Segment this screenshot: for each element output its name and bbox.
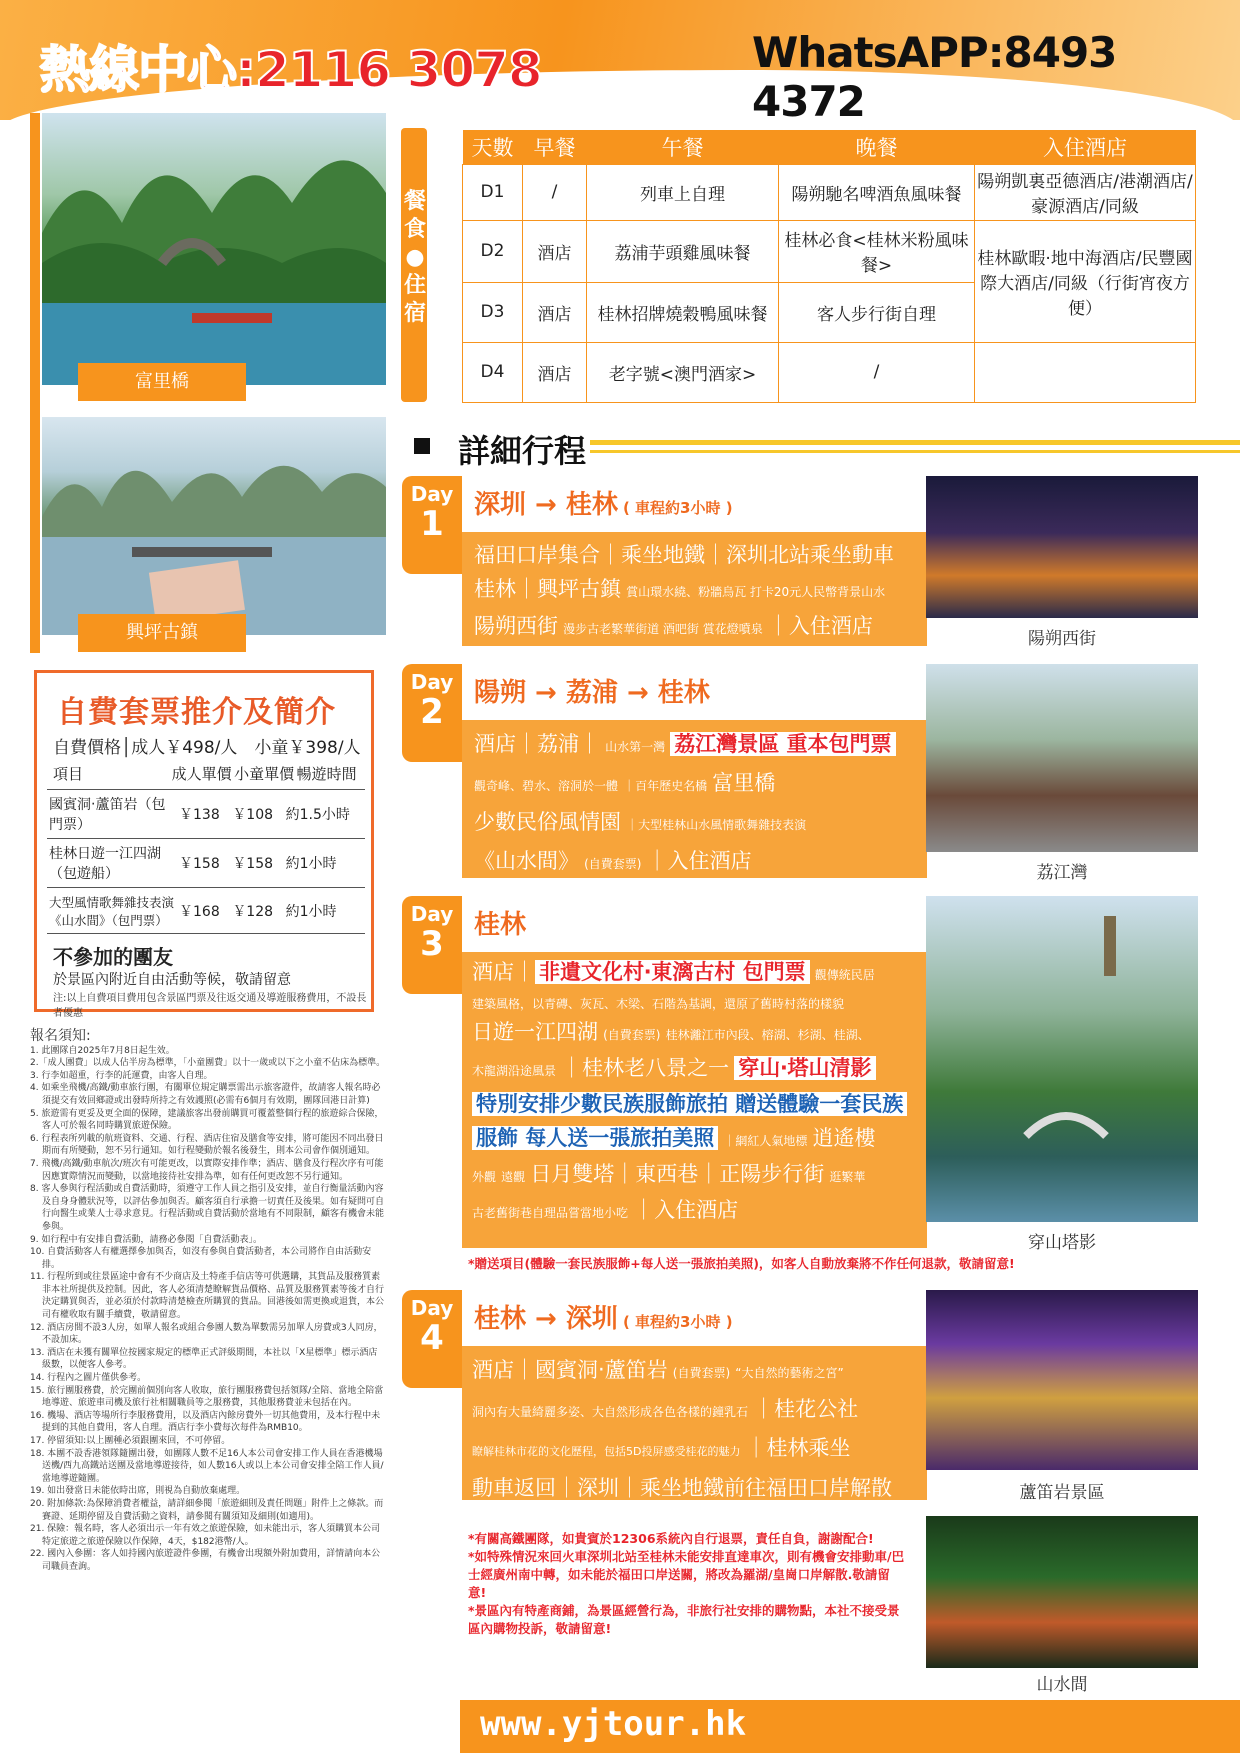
warning-item: *有關高鐵團隊，如貴賓於12306系統內自行退票，責任自負，謝謝配合!	[468, 1531, 874, 1546]
day2-photo-caption: 荔江灣	[1036, 863, 1088, 883]
meal-day: D1	[463, 164, 523, 220]
list-item: 19. 如出發當日未能依時出席，則視為自動放棄處理。	[30, 1486, 246, 1497]
meal-breakfast: /	[523, 164, 587, 220]
table-row	[463, 342, 1196, 402]
meal-hotel	[975, 342, 1196, 402]
selfpay-item: 國賓洞‧蘆笛岩（包門票）	[47, 790, 177, 839]
meal-hotel: 桂林歐暇‧地中海酒店/民豐國際大酒店/同級（行街宵夜方便）	[975, 220, 1196, 342]
list-item: 10. 自費活動客人有權選擇參加與否，如沒有參與自費活動者，本公司將作自由活動安排。	[30, 1247, 372, 1270]
selfpay-note: 於景區內附近自由活動等候，敬請留意	[53, 972, 291, 988]
list-item: 17. 停留須知:以上團種必須跟團來回，不可停留。	[30, 1436, 231, 1446]
day3-line: 逍遙樓	[812, 1126, 876, 1150]
meal-hotel: 陽朔凱裏亞德酒店/港潮酒店/豪源酒店/同級	[975, 164, 1196, 220]
table-row	[463, 164, 1196, 220]
day4-line: 洞內有大量綺麗多姿、大自然形成各色各樣的鐘乳石	[472, 1405, 749, 1419]
selfpay-time: 約1小時	[284, 839, 365, 888]
detail-rule	[590, 440, 1240, 445]
day1-title: 深圳 → 桂林	[474, 490, 618, 520]
day3-title: 桂林	[474, 910, 527, 940]
table-row	[47, 888, 365, 934]
whatsapp-text: WhatsAPP:8493 4372	[752, 28, 1117, 126]
day2-line: 《山水間》	[474, 849, 579, 873]
day3-photo-caption: 穿山塔影	[1028, 1233, 1096, 1253]
warning-item: *景區內有特產商鋪，為景區經營行為，非旅行社安排的購物點，本社不接受景區內購物投訴，敬請留意!	[468, 1603, 900, 1636]
day4-line: 酒店｜國賓洞‧蘆笛岩	[472, 1358, 668, 1382]
day1-photo-caption: 陽朔西街	[1028, 629, 1096, 649]
day2-line: ｜入住酒店	[646, 849, 752, 873]
meal-head-day: 天數	[463, 130, 523, 164]
day-label: Day	[410, 902, 454, 926]
day3-line: 桂林灕江市內段、榕湖、杉湖、桂湖、	[665, 1028, 870, 1042]
selfpay-table	[47, 789, 365, 934]
list-item: 4. 如乘坐飛機/高鐵/動車旅行團，有關單位規定購票需出示旅客證件，故請客人報名時必須提交有效回鄉證或出發時所持之有效護照(必需有6個月有效期，團隊回港日計算)	[30, 1083, 381, 1106]
detail-bullet	[414, 438, 430, 454]
meal-dinner: /	[779, 342, 975, 402]
day2-line: 富里橋	[712, 771, 776, 795]
day-badge	[402, 476, 462, 574]
list-item: 2.「成人團費」以成人佔半房為標準，「小童團費」以十一歲或以下之小童不佔床為標準。	[30, 1058, 386, 1069]
xingping-caption: 興坪古鎮	[78, 614, 246, 652]
list-item: 16. 機場、酒店等場所行李服務費用，以及酒店內餘房費外一切其他費用，及本行程中未提到的其他自費用，客人自理。酒店行李小費每次每件為RMB10。	[30, 1410, 381, 1434]
day3-line: ｜入住酒店	[633, 1198, 739, 1222]
chuanshan-pagoda-photo	[926, 896, 1198, 1222]
list-item: 7. 飛機/高鐵/動車航次/班次有可能更改，以實際安排作準；酒店、膳食及行程次序有可能因應實際情況而變動，以當地接待社安排為準，如有任何更改恕不另行通知。	[30, 1158, 384, 1182]
day3-body	[462, 952, 927, 1234]
meal-breakfast: 酒店	[523, 282, 587, 342]
day2-line: 酒店｜荔浦｜	[474, 732, 600, 756]
selfpay-footnote: 注:以上自費項目費用包含景區門票及往返交通及導遊服務費用，不設長者優惠	[53, 993, 367, 1019]
list-item: 12. 酒店房間不設3人房，如單人報名或組合參團人數為單數需另加單人房費或3人同房，不設加床。	[30, 1322, 383, 1346]
day4-block	[462, 1290, 927, 1500]
day2-line: ｜百年歷史名橋	[623, 779, 708, 793]
selfpay-head-item: 項目	[53, 765, 84, 783]
day2-line: 觀奇峰、碧水、溶洞於一體	[474, 779, 619, 793]
day2-line: (自費套票)	[584, 857, 642, 871]
day1-block	[462, 476, 927, 646]
list-item: 18. 本團不設香港領隊隨團出發，如團隊人數不足16人本公司會安排工作人員在香港機場送機/西九高鐵站送團及當地導遊接待，如人數16人或以上本公司會安排全陪工作人員/當地導遊隨團。	[30, 1448, 384, 1484]
day4-body	[462, 1346, 927, 1512]
list-item: 20. 附加條款:為保障消費者權益，請詳細參閱「旅遊細則及責任問題」附件上之條款。而賽證、延期停留及自費活動之資料，請參閱有關須知及細則(如適用)。	[30, 1498, 384, 1522]
meal-day: D3	[463, 282, 523, 342]
day3-line: 逛繁華	[829, 1170, 866, 1184]
day1-line: 漫步古老繁華街道 酒吧街 賞花燈噴泉	[563, 622, 763, 636]
day3-line: 外觀	[472, 1170, 497, 1184]
day-badge	[402, 664, 462, 762]
day3-line: 日遊一江四湖	[472, 1020, 598, 1044]
day3-highlight-blue: 服飾 每人送一張旅拍美照	[472, 1126, 718, 1150]
day3-line: 遠觀	[501, 1170, 526, 1184]
day2-header	[462, 664, 927, 720]
day4-sub: ( 車程約3小時 )	[622, 1313, 733, 1331]
day1-line: 賞山環水繞、粉牆烏瓦 打卡20元人民幣背景山水	[626, 585, 886, 599]
day3-header	[462, 896, 927, 952]
day-label: Day	[410, 482, 454, 506]
selfpay-header	[53, 763, 359, 784]
detail-rule	[590, 450, 1240, 453]
day4-line: ｜桂林乘坐	[745, 1436, 851, 1460]
left-accent-bar	[30, 113, 40, 653]
notice-title: 報名須知:	[30, 1028, 91, 1044]
shanshuijian-show-photo	[926, 1516, 1198, 1668]
selfpay-note-title: 不參加的團友	[53, 945, 173, 969]
meal-label-text: 餐食●住宿	[403, 189, 426, 326]
day4-line: “大自然的藝術之宮”	[735, 1366, 844, 1380]
day4-line: 動車返回｜深圳｜乘坐地鐵前往福田口岸解散	[472, 1476, 892, 1500]
selfpay-title: 自費套票推介及簡介	[57, 695, 336, 730]
xingping-photo	[42, 417, 386, 635]
selfpay-adult: ￥158	[177, 839, 230, 888]
selfpay-box	[34, 670, 374, 1019]
selfpay-item: 大型風情歌舞雜技表演《山水間》（包門票）	[47, 888, 177, 934]
day3-line: ｜桂林老八景之一	[561, 1056, 730, 1080]
list-item: 1. 此團隊自2025年7月8日起生效。	[30, 1045, 175, 1056]
meal-lunch: 列車上自理	[587, 164, 779, 220]
meal-head-hotel: 入住酒店	[975, 130, 1196, 164]
notice-list	[30, 1045, 386, 1574]
meal-day: D4	[463, 342, 523, 402]
selfpay-child: ￥108	[230, 790, 283, 839]
meal-lunch: 桂林招牌燒穀鴨風味餐	[587, 282, 779, 342]
detail-title: 詳細行程	[458, 432, 587, 470]
day2-line: 少數民俗風情園	[474, 810, 621, 834]
list-item: 6. 行程表所列載的航班資料、交通、行程、酒店住宿及膳食等安排，將可能因不同出發日期而有所變動，恕不另行通知。如行程變動於報名後發生，則本公司會作個別通知。	[30, 1133, 384, 1157]
meal-dinner: 客人步行街自理	[779, 282, 975, 342]
list-item: 11. 行程所到或往景區途中會有不少商店及土特產手信店等可供選購，其貨品及服務質素非本社所提供及控制。因此，客人必須清楚瞭解貨品價格、品質及服務質素等後才自行決定購買與否，並必須於付款時清楚檢查所購買的貨品。回港後如需更換或退貨，本公司有權收取有關手續費，敬請留意。	[30, 1272, 385, 1321]
day-number: 3	[420, 924, 444, 964]
day3-highlight: 非遺文化村‧東漓古村 包門票	[535, 960, 810, 984]
meal-head-dinner: 晚餐	[779, 130, 975, 164]
selfpay-time: 約1.5小時	[284, 790, 365, 839]
day3-line: 建築風格，以青磚、灰瓦、木梁、石階為基調，還原了舊時村落的樣貌	[472, 997, 845, 1011]
selfpay-child: ￥128	[230, 888, 283, 934]
day3-line: 觀傳統民居	[814, 968, 875, 982]
fuli-bridge-photo	[42, 113, 386, 385]
day4-header	[462, 1290, 927, 1346]
list-item: 21. 保險：報名時，客人必須出示一年有效之旅遊保險，如未能出示，客人須購買本公司特定旅遊之旅遊保險以作保障，4天，$182港幣/人。	[30, 1524, 381, 1547]
list-item: 3. 行李如超重，行李的託運費，由客人自理。	[30, 1070, 213, 1081]
day4-line: ｜桂花公社	[753, 1397, 859, 1421]
day-label: Day	[410, 670, 454, 694]
day2-line: ｜大型桂林山水風情歌舞雜技表演	[626, 818, 807, 832]
day1-body	[462, 532, 927, 652]
day1-line: ｜入住酒店	[767, 614, 873, 638]
registration-notice	[30, 1030, 386, 1574]
day1-line: 福田口岸集合｜乘坐地鐵｜深圳北站乘坐動車	[474, 543, 894, 567]
day3-highlight: 穿山‧塔山清影	[734, 1056, 875, 1080]
meal-table-head	[463, 130, 1196, 164]
show-photo-caption: 山水間	[1036, 1675, 1088, 1695]
list-item: 8. 客人參與行程活動或自費活動時，須遵守工作人員之指引及安排，並自行衡量活動內容及自身身體狀況等，以評估參加與否。顧客須自行承擔一切責任及後果。如有疑問可自行向醫生或業人士尋求意見。行程活動或自費活動於當地有不同限制，顧客有機會未能參與。	[30, 1184, 385, 1232]
day-badge	[402, 1290, 462, 1388]
fuli-caption: 富里橋	[78, 363, 246, 401]
list-item: 9. 如行程中有安排自費活動，請務必參閱「自費活動表」。	[30, 1234, 262, 1245]
day2-title: 陽朔 → 荔浦 → 桂林	[474, 678, 710, 708]
meal-head-lunch: 午餐	[587, 130, 779, 164]
warning-item: *如特殊情況來回火車深圳北站至桂林未能安排直達車次，則有機會安排動車/巴士經廣州南中轉，如未能於福田口岸送關，將改為羅湖/皇崗口岸解散.敬請留意!	[468, 1549, 905, 1600]
day4-photo-caption: 蘆笛岩景區	[1019, 1483, 1105, 1503]
table-row	[47, 839, 365, 888]
day2-highlight: 荔江灣景區 重本包門票	[670, 732, 895, 756]
day2-body	[462, 720, 927, 888]
selfpay-price: 自費價格│成人￥498/人 小童￥398/人	[53, 738, 361, 758]
meal-lunch: 老字號<澳門酒家>	[587, 342, 779, 402]
meal-lunch: 荔浦芋頭雞風味餐	[587, 220, 779, 282]
day3-highlight-blue: 特別安排少數民族服飾旅拍 贈送體驗一套民族	[472, 1092, 907, 1116]
selfpay-adult: ￥138	[177, 790, 230, 839]
warnings	[468, 1530, 908, 1638]
yangshuo-west-street-photo	[926, 476, 1198, 618]
meal-breakfast: 酒店	[523, 220, 587, 282]
selfpay-head-time: 暢遊時間	[296, 765, 357, 783]
table-row	[47, 790, 365, 839]
day1-line: 桂林｜興坪古鎮	[474, 577, 621, 601]
day2-block	[462, 664, 927, 878]
day1-header	[462, 476, 927, 532]
selfpay-time: 約1小時	[284, 888, 365, 934]
day3-line: ｜網紅人氣地標	[723, 1134, 808, 1148]
day4-title: 桂林 → 深圳	[474, 1304, 618, 1334]
website-link[interactable]: www.yjtour.hk	[480, 1704, 747, 1744]
day-number: 4	[420, 1318, 444, 1358]
list-item: 15. 旅行團服務費，於完團前個別向客人收取，旅行團服務費包括領隊/全陪、當地全陪當地導遊、旅遊車司機及旅行社相關職員等之服務費，其他服務費並未包括在內。	[30, 1385, 384, 1409]
day2-line: 山水第一灣	[605, 740, 666, 754]
list-item: 14. 行程內之圖片僅供參考。	[30, 1373, 147, 1384]
list-item: 5. 旅遊需有更妥及更全面的保障，建議旅客出發前購買可覆蓋整個行程的旅遊綜合保險，客人可於報名同時購買旅遊保險。	[30, 1108, 384, 1132]
meal-day: D2	[463, 220, 523, 282]
day-badge	[402, 896, 462, 994]
day1-line: 陽朔西街	[474, 614, 558, 638]
day4-line: (自費套票)	[672, 1366, 731, 1380]
day3-line: 古老舊街巷自理品嘗當地小吃	[472, 1206, 629, 1220]
day-number: 2	[420, 692, 444, 732]
selfpay-head-adult: 成人單價	[171, 765, 232, 783]
day3-line: (自費套票)	[603, 1028, 661, 1042]
meal-dinner: 桂林必食<桂林米粉風味餐>	[779, 220, 975, 282]
day4-line: 瞭解桂林市花的文化歷程，包括5D投屏感受桂花的魅力	[472, 1445, 741, 1458]
meal-table	[462, 130, 1196, 403]
meal-breakfast: 酒店	[523, 342, 587, 402]
day-label: Day	[410, 1296, 454, 1320]
list-item: 22. 國內入參團：客人如持國內旅遊證件參團，有機會出現額外附加費用，詳情請向本公司職員查詢。	[30, 1549, 381, 1572]
list-item: 13. 酒店在未獲有關單位按國家規定的標準正式評級期間，本社以「X星標準」標示酒店級數，以便客人參考。	[30, 1347, 378, 1371]
table-row	[463, 220, 1196, 282]
selfpay-item: 桂林日遊一江四湖（包遊船）	[47, 839, 177, 888]
selfpay-child: ￥158	[230, 839, 283, 888]
meal-dinner: 陽朔馳名啤酒魚風味餐	[779, 164, 975, 220]
day3-block	[462, 896, 927, 1248]
day3-line: 木龍湖沿途風景	[472, 1064, 557, 1078]
selfpay-head-child: 小童單價	[234, 765, 295, 783]
day3-note: *贈送項目(體驗一套民族服飾+每人送一張旅拍美照)，如客人自動放棄將不作任何退款，敬請留意!	[468, 1256, 1015, 1271]
reed-flute-cave-photo	[926, 1290, 1198, 1470]
day1-sub: ( 車程約3小時 )	[622, 499, 733, 517]
meal-head-breakfast: 早餐	[523, 130, 587, 164]
lijiang-bay-photo	[926, 664, 1198, 852]
day-number: 1	[420, 504, 444, 544]
hotline-text: 熱線中心:2116 3078	[40, 41, 542, 99]
day3-line: 酒店｜	[472, 960, 535, 984]
day3-line: 日月雙塔｜東西巷｜正陽步行街	[530, 1162, 825, 1186]
selfpay-adult: ￥168	[177, 888, 230, 934]
